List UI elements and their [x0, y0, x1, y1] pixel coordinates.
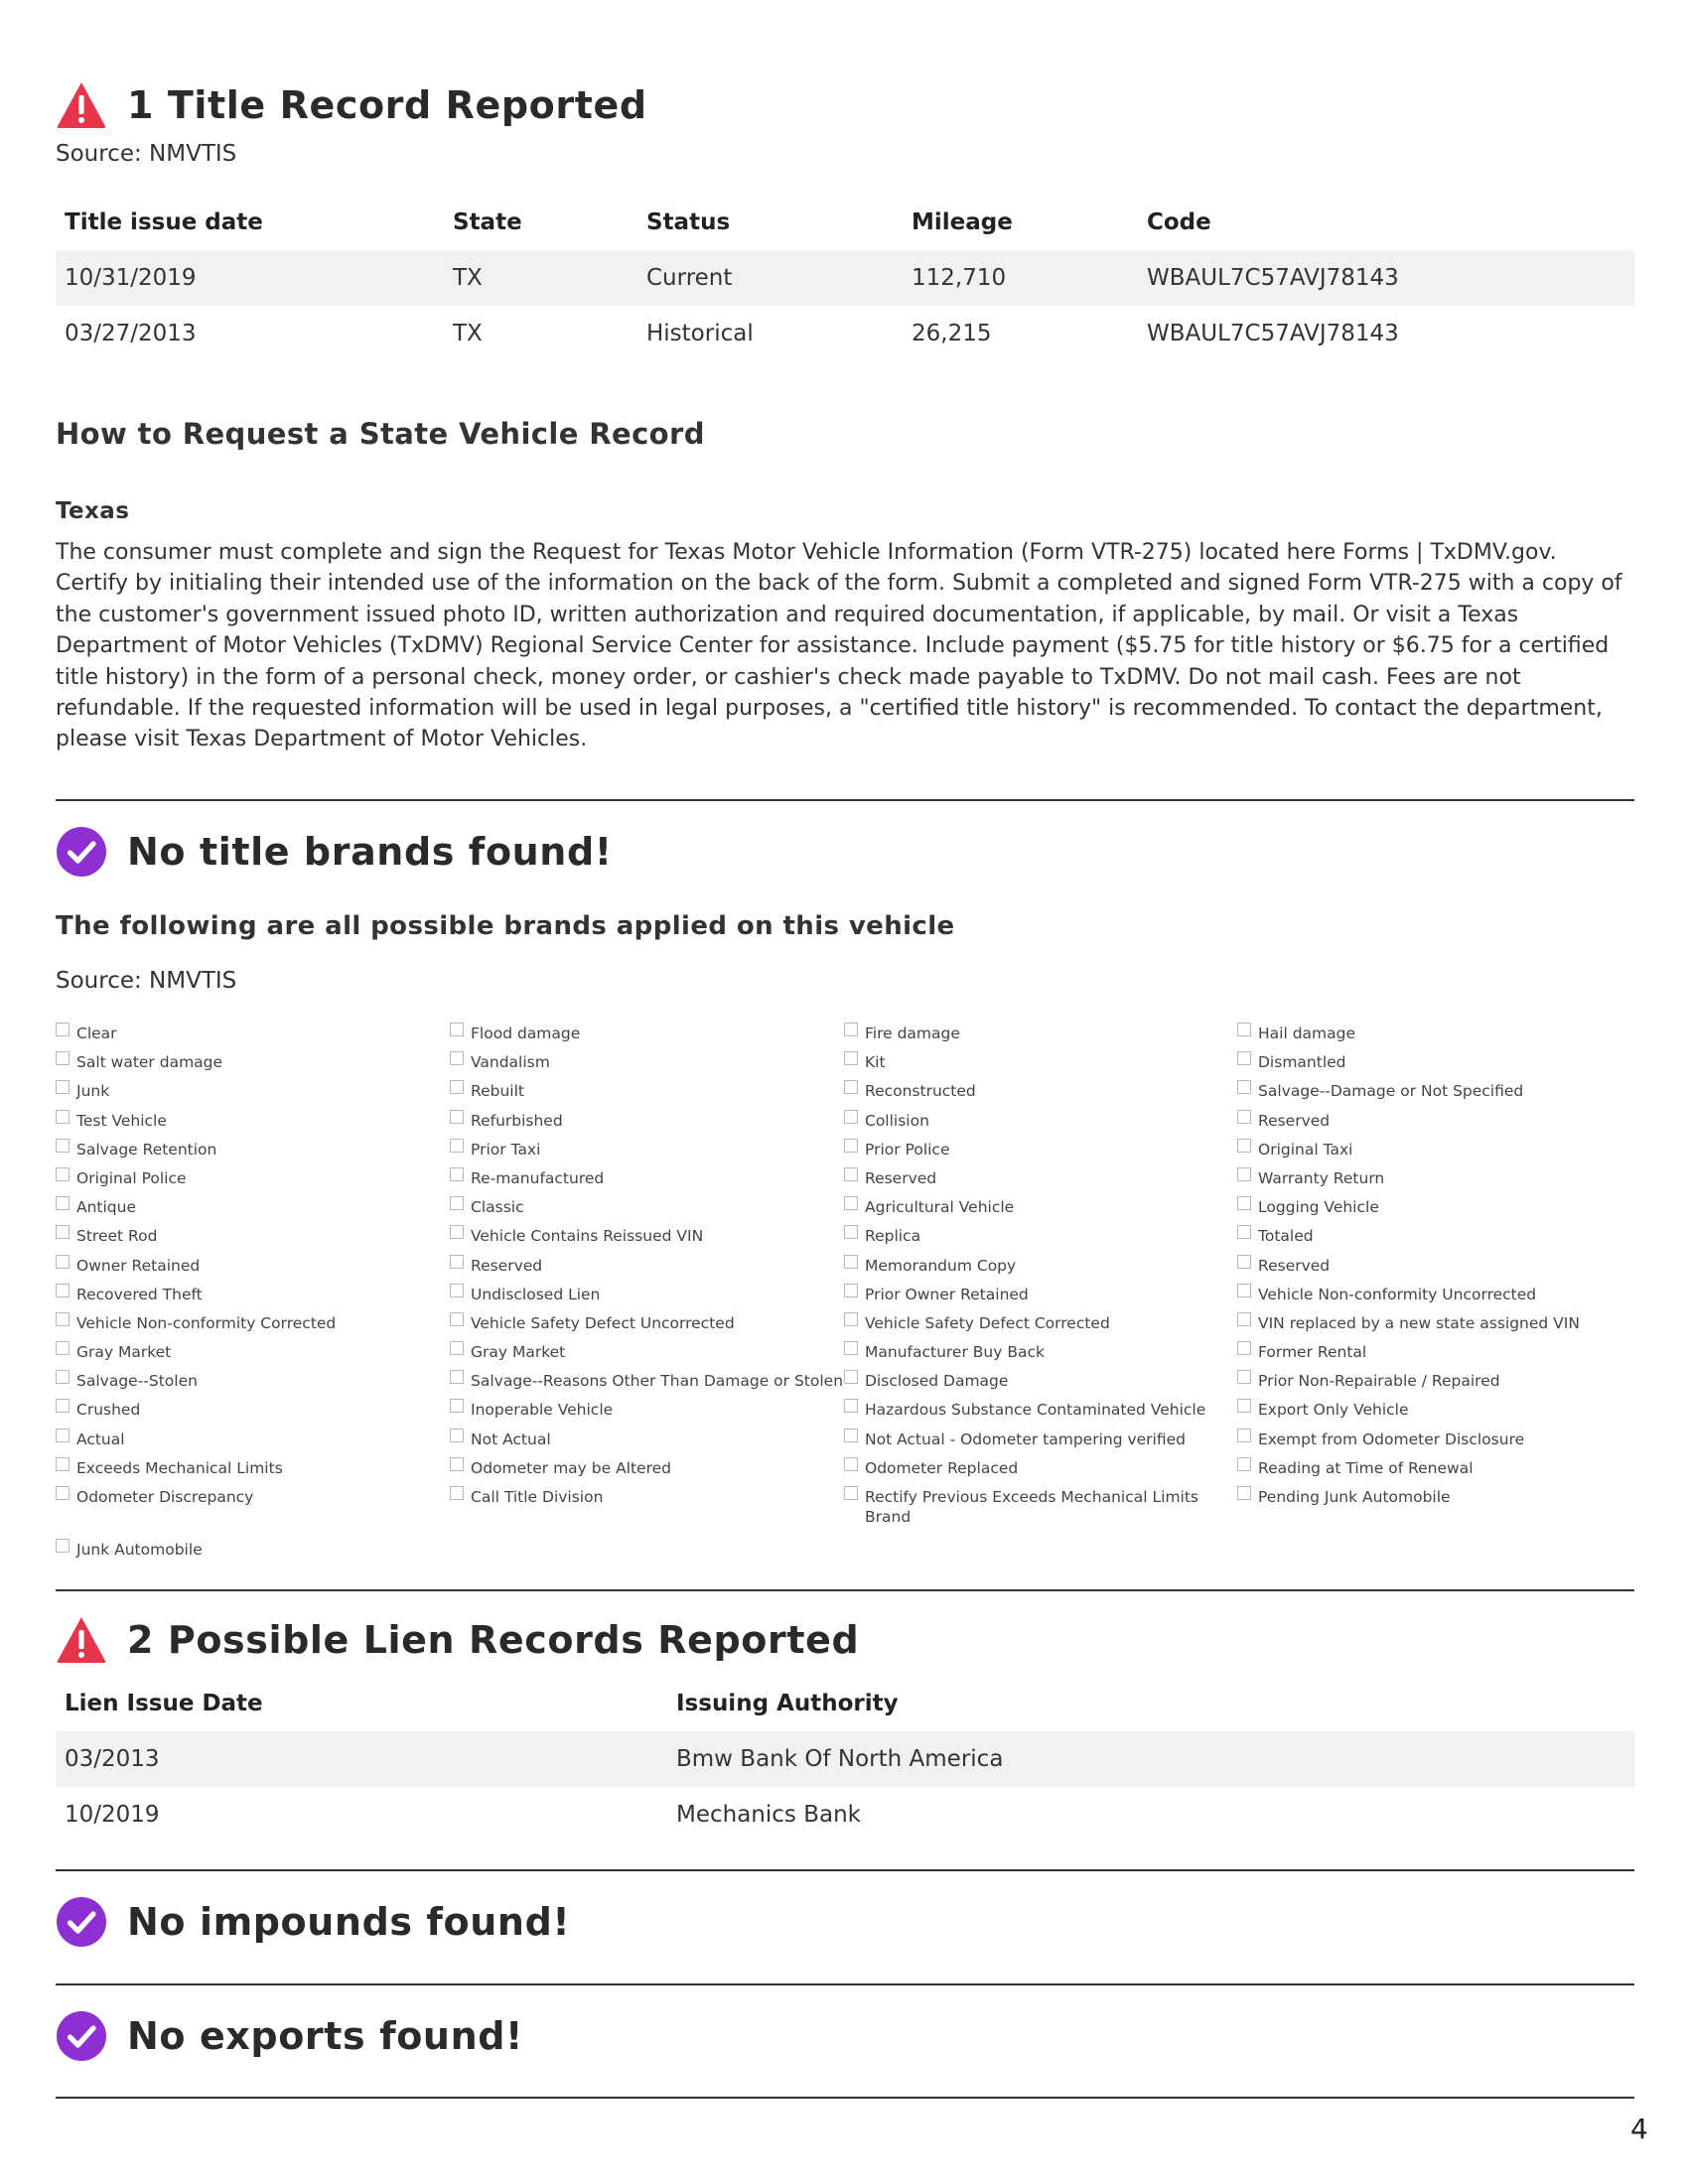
brand-label: Dismantled: [1258, 1053, 1346, 1072]
title-status: Current: [646, 265, 733, 291]
brand-checkbox: [450, 1457, 464, 1471]
section-divider: [56, 2097, 1634, 2099]
lien-records-heading: 2 Possible Lien Records Reported: [127, 1618, 860, 1662]
brand-item: [1237, 1282, 1629, 1310]
brand-item: [56, 1253, 448, 1282]
brand-item: [450, 1455, 842, 1484]
brand-checkbox: [1237, 1399, 1251, 1413]
brand-checkbox: [56, 1370, 70, 1384]
brand-label: Export Only Vehicle: [1258, 1401, 1409, 1420]
brand-item: [844, 1484, 1236, 1526]
brand-label: VIN replaced by a new state assigned VIN: [1258, 1313, 1580, 1332]
brand-label: Crushed: [76, 1401, 141, 1420]
brand-label: Vandalism: [471, 1053, 550, 1072]
title-issue-date: 03/27/2013: [65, 321, 197, 346]
brand-label: Exempt from Odometer Disclosure: [1258, 1430, 1525, 1448]
brand-label: Salvage--Damage or Not Specified: [1258, 1082, 1524, 1101]
impounds-heading: No impounds found!: [127, 1900, 571, 1944]
lien-records-header: [56, 1614, 859, 1666]
brand-item: [844, 1194, 1236, 1223]
brand-label: Prior Police: [865, 1140, 950, 1159]
check-circle-icon: [56, 1896, 107, 1948]
brands-header: [56, 826, 613, 878]
brand-label: Pending Junk Automobile: [1258, 1488, 1451, 1506]
brand-checkbox: [844, 1023, 858, 1036]
brand-label: Reserved: [471, 1256, 543, 1275]
brand-checkbox: [844, 1110, 858, 1124]
brand-checkbox: [56, 1429, 70, 1442]
brand-checkbox: [1237, 1080, 1251, 1094]
brand-label: Vehicle Non-conformity Corrected: [76, 1313, 337, 1332]
brand-item: [450, 1427, 842, 1455]
brand-item: [1237, 1194, 1629, 1223]
brand-label: Exceeds Mechanical Limits: [76, 1458, 283, 1477]
title-state: TX: [453, 265, 483, 291]
lien-issue-date: 03/2013: [65, 1746, 160, 1772]
brand-item: [1237, 1368, 1629, 1397]
column-header-code: Code: [1147, 209, 1211, 235]
section-divider: [56, 1983, 1634, 1985]
brand-checkbox: [844, 1399, 858, 1413]
brand-item: [56, 1108, 448, 1137]
brand-checkbox: [1237, 1341, 1251, 1355]
brand-checkbox: [56, 1486, 70, 1500]
brand-label: Odometer Discrepancy: [76, 1488, 254, 1506]
brand-checkbox: [450, 1110, 464, 1124]
brand-item: [1237, 1108, 1629, 1137]
brand-label: Vehicle Safety Defect Uncorrected: [471, 1313, 735, 1332]
brand-label: Call Title Division: [471, 1488, 604, 1506]
brand-checkbox: [56, 1457, 70, 1471]
brand-checkbox: [450, 1139, 464, 1153]
column-header-state: State: [453, 209, 522, 235]
brand-checkbox: [56, 1255, 70, 1269]
column-header-title-issue-date: Title issue date: [65, 209, 263, 235]
brand-label: Actual: [76, 1430, 125, 1448]
brand-label: Fire damage: [865, 1024, 960, 1042]
brand-label: Replica: [865, 1227, 921, 1246]
brand-checkbox: [450, 1051, 464, 1065]
brand-label: Disclosed Damage: [865, 1372, 1009, 1391]
brand-label: Collision: [865, 1111, 929, 1130]
brand-checkbox: [450, 1196, 464, 1210]
title-mileage: 26,215: [912, 321, 992, 346]
brand-label: Salvage--Reasons Other Than Damage or Stolen: [471, 1372, 844, 1391]
column-header-mileage: Mileage: [912, 209, 1013, 235]
brand-item: [844, 1368, 1236, 1397]
brand-checkbox: [844, 1255, 858, 1269]
brand-checkbox: [844, 1486, 858, 1500]
brand-checkbox: [1237, 1196, 1251, 1210]
brand-label: Classic: [471, 1198, 524, 1217]
table-header-row: [56, 1676, 1634, 1731]
brand-label: Recovered Theft: [76, 1285, 203, 1303]
brand-item: [56, 1165, 448, 1194]
brand-checkbox: [844, 1457, 858, 1471]
brand-label: Salt water damage: [76, 1053, 223, 1072]
title-status: Historical: [646, 321, 754, 346]
brand-item: [450, 1310, 842, 1339]
brand-label: Rectify Previous Exceeds Mechanical Limits Brand: [865, 1488, 1198, 1526]
table-header-row: [56, 195, 1634, 250]
brand-checkbox: [1237, 1167, 1251, 1181]
brand-label: Not Actual - Odometer tampering verified: [865, 1430, 1187, 1448]
brand-item: [1237, 1253, 1629, 1282]
brand-label: Reserved: [1258, 1111, 1331, 1130]
brand-item: [1237, 1484, 1629, 1513]
brand-item: [844, 1427, 1236, 1455]
brand-label: Memorandum Copy: [865, 1256, 1017, 1275]
brand-item: [1237, 1021, 1629, 1049]
brand-checkbox: [56, 1341, 70, 1355]
brand-label: Undisclosed Lien: [471, 1285, 601, 1303]
check-circle-icon: [56, 2010, 107, 2062]
brand-item: [56, 1427, 448, 1455]
brand-checkbox: [56, 1023, 70, 1036]
brand-label: Salvage Retention: [76, 1140, 217, 1159]
brand-item: [844, 1108, 1236, 1137]
brand-label: Prior Owner Retained: [865, 1285, 1029, 1303]
brand-item: [450, 1194, 842, 1223]
brand-column: [1237, 1021, 1629, 1513]
brand-checkbox: [844, 1341, 858, 1355]
brand-item: [450, 1368, 842, 1397]
brand-item: [450, 1282, 842, 1310]
brand-checkbox: [56, 1110, 70, 1124]
brand-label: Not Actual: [471, 1430, 551, 1448]
brand-item: [450, 1078, 842, 1107]
brand-label: Flood damage: [471, 1024, 581, 1042]
exports-heading: No exports found!: [127, 2014, 523, 2058]
brand-label: Salvage--Stolen: [76, 1372, 198, 1391]
brand-item: [56, 1137, 448, 1165]
brand-item: [56, 1455, 448, 1484]
brand-label: Gray Market: [76, 1343, 172, 1362]
brand-checkbox: [844, 1312, 858, 1326]
brand-item: [844, 1165, 1236, 1194]
title-source: Source: NMVTIS: [56, 141, 237, 167]
brand-checkbox: [1237, 1312, 1251, 1326]
brand-checkbox: [844, 1225, 858, 1239]
brand-checkbox: [1237, 1139, 1251, 1153]
brand-item: [1237, 1165, 1629, 1194]
brand-checkbox: [56, 1539, 70, 1553]
brand-item: [450, 1223, 842, 1252]
brand-label: Odometer may be Altered: [471, 1458, 671, 1477]
brand-label: Manufacturer Buy Back: [865, 1343, 1045, 1362]
brand-checkbox: [844, 1139, 858, 1153]
title-issue-date: 10/31/2019: [65, 265, 197, 291]
brand-label: Odometer Replaced: [865, 1458, 1019, 1477]
brand-item: [450, 1339, 842, 1368]
brand-checkbox: [56, 1284, 70, 1297]
brand-label: Reading at Time of Renewal: [1258, 1458, 1474, 1477]
brand-label: Former Rental: [1258, 1343, 1367, 1362]
lien-issuing-authority: Mechanics Bank: [676, 1802, 861, 1828]
table-row: [56, 306, 1634, 361]
brand-item: [844, 1339, 1236, 1368]
brand-label: Rebuilt: [471, 1082, 524, 1101]
brand-checkbox: [450, 1255, 464, 1269]
brand-label: Hazardous Substance Contaminated Vehicle: [865, 1401, 1206, 1420]
title-record-heading: 1 Title Record Reported: [127, 83, 647, 127]
brand-item: [56, 1223, 448, 1252]
brand-checkbox: [844, 1196, 858, 1210]
brand-label: Reconstructed: [865, 1082, 976, 1101]
brand-label: Totaled: [1258, 1227, 1314, 1246]
column-header-lien-issue-date: Lien Issue Date: [65, 1691, 263, 1716]
brand-label: Reserved: [1258, 1256, 1331, 1275]
table-row: [56, 1731, 1634, 1787]
impounds-header: [56, 1896, 570, 1948]
brand-checkbox: [1237, 1051, 1251, 1065]
title-code: WBAUL7C57AVJ78143: [1147, 265, 1399, 291]
brand-item: [844, 1049, 1236, 1078]
page-number: 4: [1630, 2113, 1648, 2145]
brand-item: [56, 1397, 448, 1426]
brand-item: [56, 1339, 448, 1368]
brand-label: Original Police: [76, 1168, 187, 1187]
title-record-header: [56, 79, 647, 131]
brand-checkbox: [1237, 1370, 1251, 1384]
brand-item: [450, 1253, 842, 1282]
brand-item: [450, 1108, 842, 1137]
brand-checkbox: [56, 1196, 70, 1210]
title-state: TX: [453, 321, 483, 346]
brand-checkbox: [450, 1225, 464, 1239]
brand-label: Junk: [76, 1082, 110, 1101]
brand-column: [844, 1021, 1236, 1526]
brand-checkbox: [56, 1139, 70, 1153]
brand-item: [844, 1253, 1236, 1282]
brand-checkbox: [56, 1225, 70, 1239]
brand-label: Warranty Return: [1258, 1168, 1385, 1187]
lien-issuing-authority: Bmw Bank Of North America: [676, 1746, 1004, 1772]
brand-checkbox: [844, 1370, 858, 1384]
brand-label: Vehicle Safety Defect Corrected: [865, 1313, 1110, 1332]
brand-item: [450, 1165, 842, 1194]
warning-triangle-icon: [56, 79, 107, 131]
column-header-status: Status: [646, 209, 731, 235]
check-circle-icon: [56, 826, 107, 878]
table-row: [56, 1787, 1634, 1843]
brand-item: [844, 1137, 1236, 1165]
brand-column: [56, 1021, 448, 1513]
brand-item: [844, 1310, 1236, 1339]
brand-item: [1237, 1078, 1629, 1107]
brand-checkbox: [1237, 1225, 1251, 1239]
brand-checkbox: [56, 1167, 70, 1181]
brand-label: Prior Non-Repairable / Repaired: [1258, 1372, 1500, 1391]
brand-checkbox: [1237, 1429, 1251, 1442]
brand-label: Vehicle Contains Reissued VIN: [471, 1227, 704, 1246]
title-record-table: [56, 195, 1634, 361]
brands-source: Source: NMVTIS: [56, 968, 237, 994]
brand-item: [450, 1049, 842, 1078]
section-divider: [56, 1589, 1634, 1591]
brand-label: Inoperable Vehicle: [471, 1401, 614, 1420]
section-divider: [56, 799, 1634, 801]
brand-item: [844, 1021, 1236, 1049]
brand-checkbox: [844, 1080, 858, 1094]
brand-label: Re-manufactured: [471, 1168, 605, 1187]
brand-label: Junk Automobile: [76, 1541, 203, 1559]
brand-checkbox: [450, 1341, 464, 1355]
brand-checkbox: [450, 1312, 464, 1326]
brand-checkbox: [450, 1429, 464, 1442]
brand-checkbox: [1237, 1284, 1251, 1297]
brand-label: Test Vehicle: [76, 1111, 167, 1130]
brand-checkbox: [56, 1080, 70, 1094]
section-divider: [56, 1869, 1634, 1871]
brands-subheading: The following are all possible brands applied on this vehicle: [56, 911, 955, 941]
table-row: [56, 250, 1634, 306]
brand-item: [844, 1223, 1236, 1252]
title-mileage: 112,710: [912, 265, 1007, 291]
brand-item: [56, 1310, 448, 1339]
brand-label: Vehicle Non-conformity Uncorrected: [1258, 1285, 1537, 1303]
brand-item: [844, 1078, 1236, 1107]
brand-label: Agricultural Vehicle: [865, 1198, 1015, 1217]
column-header-issuing-authority: Issuing Authority: [676, 1691, 899, 1716]
brand-checkbox: [56, 1312, 70, 1326]
brand-checkbox: [1237, 1023, 1251, 1036]
brand-checkbox: [450, 1023, 464, 1036]
brand-item: [1237, 1137, 1629, 1165]
brand-label: Prior Taxi: [471, 1140, 541, 1159]
warning-triangle-icon: [56, 1614, 107, 1666]
brand-item: [450, 1484, 842, 1513]
brand-item: [1237, 1049, 1629, 1078]
brand-item: [56, 1194, 448, 1223]
brand-checkbox: [450, 1370, 464, 1384]
brand-checkbox: [450, 1486, 464, 1500]
brand-checkbox: [450, 1284, 464, 1297]
brand-label: Reserved: [865, 1168, 937, 1187]
brand-item: [56, 1078, 448, 1107]
brand-label: Logging Vehicle: [1258, 1198, 1379, 1217]
brand-item: [1237, 1427, 1629, 1455]
brand-item: [450, 1021, 842, 1049]
brand-checkbox: [1237, 1255, 1251, 1269]
lien-records-table: [56, 1676, 1634, 1843]
brand-checkbox: [844, 1051, 858, 1065]
brand-label: Clear: [76, 1024, 117, 1042]
brand-item: [56, 1368, 448, 1397]
brand-item: [844, 1455, 1236, 1484]
exports-header: [56, 2010, 523, 2062]
brand-item: [844, 1282, 1236, 1310]
brand-checkbox: [1237, 1457, 1251, 1471]
brand-checkbox: [1237, 1110, 1251, 1124]
brand-item: [56, 1021, 448, 1049]
brand-checkbox: [56, 1399, 70, 1413]
brand-checkbox: [844, 1429, 858, 1442]
brand-item: [1237, 1310, 1629, 1339]
brand-checkbox: [1237, 1486, 1251, 1500]
brand-label: Street Rod: [76, 1227, 158, 1246]
brand-column: [450, 1021, 842, 1513]
request-heading: How to Request a State Vehicle Record: [56, 417, 705, 451]
brand-label: Owner Retained: [76, 1256, 201, 1275]
brand-item: [450, 1137, 842, 1165]
request-state-name: Texas: [56, 498, 130, 524]
brands-heading: No title brands found!: [127, 830, 613, 874]
brand-label: Original Taxi: [1258, 1140, 1353, 1159]
brand-item: [56, 1049, 448, 1078]
brand-item: [1237, 1339, 1629, 1368]
brand-checkbox: [450, 1167, 464, 1181]
brand-item: [844, 1397, 1236, 1426]
brand-item: [1237, 1455, 1629, 1484]
lien-issue-date: 10/2019: [65, 1802, 160, 1828]
title-code: WBAUL7C57AVJ78143: [1147, 321, 1399, 346]
brand-label: Refurbished: [471, 1111, 563, 1130]
brand-label: Kit: [865, 1053, 886, 1072]
brand-checkbox: [844, 1284, 858, 1297]
brand-checkbox: [450, 1080, 464, 1094]
brand-checkbox: [450, 1399, 464, 1413]
brand-label: Hail damage: [1258, 1024, 1356, 1042]
brand-item: [56, 1484, 448, 1513]
brand-checkbox: [56, 1051, 70, 1065]
brand-item: [56, 1282, 448, 1310]
brand-item: [1237, 1223, 1629, 1252]
request-instructions: The consumer must complete and sign the Request for Texas Motor Vehicle Information (Form VTR-275) located here Forms | TxDMV.gov. Certify by initialing their intended use of the information on the back of the form. Submit a completed and signed Form VTR-275 with a copy of the customer's government issued photo ID, written authorization and required documentation, if applicable, by mail. Or visit a Texas Department of Motor Vehicles (TxDMV) Regional Service Center for assistance. Include payment ($5.75 for title history or $6.75 for a certified title history) in the form of a personal check, money order, or cashier's check made payable to TxDMV. Do not mail cash. Fees are not refundable. If the requested information will be used in legal purposes, a "certified title history" is recommended. To contact the department, please visit Texas Department of Motor Vehicles.: [56, 540, 1622, 752]
brand-item: [1237, 1397, 1629, 1426]
brand-checkbox: [844, 1167, 858, 1181]
brand-label: Antique: [76, 1198, 137, 1217]
brand-item: [450, 1397, 842, 1426]
brand-label: Gray Market: [471, 1343, 566, 1362]
